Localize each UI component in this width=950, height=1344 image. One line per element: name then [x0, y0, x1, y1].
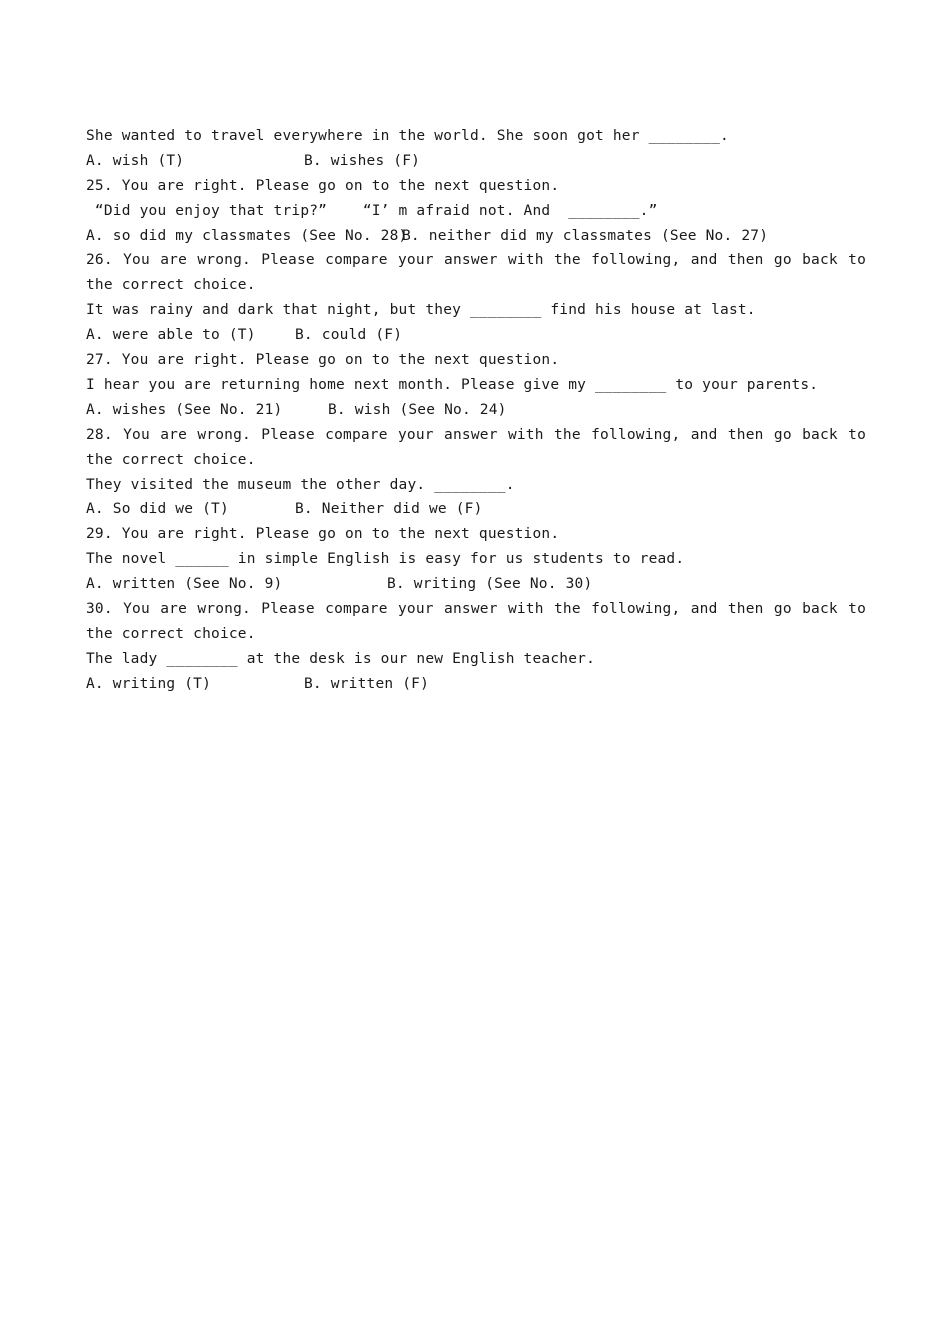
feedback-right: 25. You are right. Please go on to the next question. — [86, 177, 560, 194]
question-text: The novel ______ in simple English is easy for us students to read. — [86, 551, 685, 568]
feedback-right: 27. You are right. Please go on to the next question. — [86, 352, 560, 369]
feedback-wrong: 28. You are wrong. Please compare your answer with the following, and then go back to the correct choice. — [86, 426, 866, 468]
option-b[interactable]: B. wish (See No. 24) — [328, 401, 507, 418]
feedback-right: 29. You are right. Please go on to the next question. — [86, 526, 560, 543]
question-text: The lady ________ at the desk is our new English teacher. — [86, 650, 595, 667]
option-a[interactable]: A. wishes (See No. 21) — [86, 401, 283, 418]
option-b[interactable]: B. neither did my classmates (See No. 27) — [402, 227, 769, 244]
question-text: It was rainy and dark that night, but they ________ find his house at last. — [86, 302, 756, 319]
feedback-wrong: 26. You are wrong. Please compare your answer with the following, and then go back to the correct choice. — [86, 252, 866, 294]
option-b[interactable]: B. writing (See No. 30) — [387, 576, 593, 593]
option-a[interactable]: A. written (See No. 9) — [86, 576, 283, 593]
option-a[interactable]: A. wish (T) — [86, 152, 185, 169]
question-text: “Did you enjoy that trip?” “I’ m afraid not. And ________.” — [86, 202, 658, 219]
answer-options — [86, 149, 866, 174]
option-a[interactable]: A. so did my classmates (See No. 28) — [86, 227, 408, 244]
option-b[interactable]: B. could (F) — [295, 327, 403, 344]
answer-options — [86, 398, 866, 423]
option-a[interactable]: A. So did we (T) — [86, 501, 229, 518]
question-text: They visited the museum the other day. ________. — [86, 476, 515, 493]
answer-options — [86, 497, 866, 522]
option-b[interactable]: B. written (F) — [304, 675, 430, 692]
answer-options — [86, 224, 866, 249]
feedback-wrong: 30. You are wrong. Please compare your answer with the following, and then go back to the correct choice. — [86, 600, 866, 642]
document-page — [86, 124, 866, 697]
option-a[interactable]: A. writing (T) — [86, 675, 212, 692]
question-text: She wanted to travel everywhere in the world. She soon got her ________. — [86, 128, 729, 144]
answer-options — [86, 572, 866, 597]
option-b[interactable]: B. wishes (F) — [304, 152, 421, 169]
option-b[interactable]: B. Neither did we (F) — [295, 501, 483, 518]
question-text: I hear you are returning home next month. Please give my ________ to your parents. — [86, 376, 819, 393]
option-a[interactable]: A. were able to (T) — [86, 327, 256, 344]
answer-options — [86, 323, 866, 348]
answer-options — [86, 672, 866, 697]
